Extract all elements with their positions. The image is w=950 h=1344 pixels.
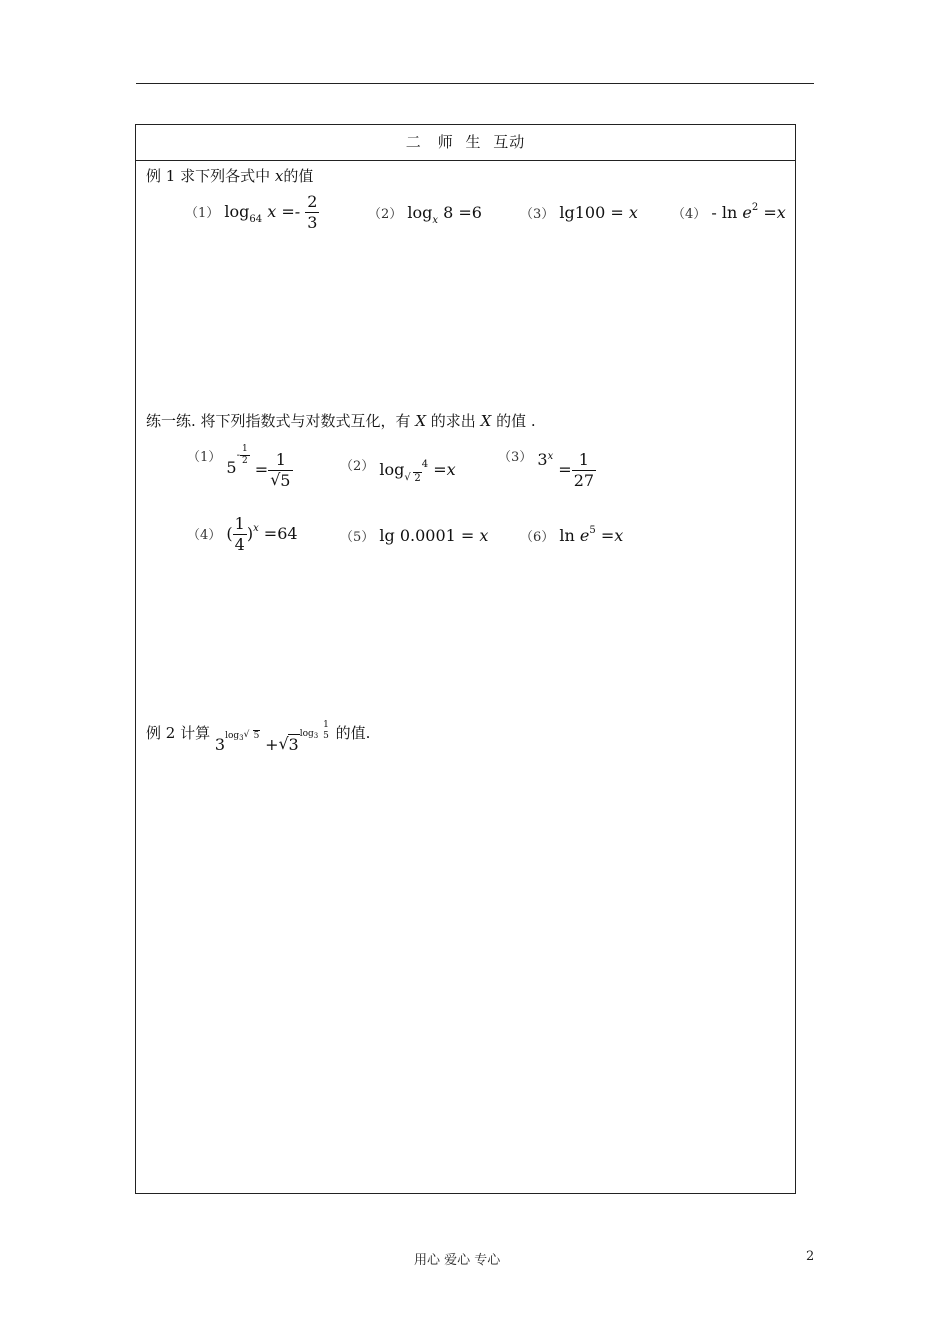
fraction-denominator: 4 — [234, 535, 245, 554]
example1-item-2 — [368, 203, 482, 226]
fraction-numerator: 2 — [307, 192, 318, 211]
log-text: log — [379, 460, 405, 479]
open-paren: ( — [226, 524, 233, 543]
footer-slogan: 用心 爱心 专心 — [414, 1253, 501, 1268]
practice-intro-var1: X — [415, 412, 427, 430]
item-label: （4） — [187, 528, 222, 543]
radicand: 2 — [414, 473, 421, 484]
euler-e: e — [579, 526, 590, 545]
variable: x — [776, 203, 786, 222]
example2 — [146, 720, 371, 754]
fraction-denominator: 5 — [323, 731, 329, 741]
section-title: 二 师 生 互动 — [405, 133, 526, 151]
variable: x — [628, 203, 638, 222]
item-label: （5） — [340, 530, 375, 545]
fraction-numerator: 1 — [241, 444, 248, 454]
equals: = — [254, 460, 269, 479]
example1-item-3 — [520, 203, 638, 222]
exponent: 5 — [589, 525, 596, 536]
exponent-log-base: 3 — [313, 732, 319, 740]
term1-exponent — [225, 731, 260, 741]
exponent-fraction — [321, 720, 331, 742]
example2-intro: 例 2 计算 — [146, 724, 211, 742]
sqrt — [404, 473, 421, 484]
fraction — [572, 450, 596, 491]
exponent — [237, 444, 250, 467]
practice-item-3 — [498, 450, 596, 491]
power-base: 3 — [537, 450, 548, 469]
right-hand-side: =64 — [263, 524, 298, 543]
plus: + — [265, 735, 279, 754]
radicand: 5 — [253, 731, 260, 741]
expression: 8 =6 — [443, 203, 482, 222]
example1-intro-var: x — [274, 167, 284, 185]
item-label: （4） — [672, 207, 707, 222]
practice-intro — [146, 410, 536, 431]
fraction-numerator: 1 — [268, 450, 293, 471]
exponent-log: log — [225, 731, 240, 741]
fraction-numerator: 1 — [572, 450, 596, 471]
practice-item-4 — [187, 514, 298, 555]
exponent: x — [253, 523, 259, 534]
fraction-numerator: 1 — [323, 720, 329, 730]
exponent-log: log — [299, 729, 314, 739]
expression: lg 0.0001 = — [379, 526, 475, 545]
practice-intro-text-a: 练一练. 将下列指数式与对数式互化，有 — [146, 412, 411, 430]
item-label: （2） — [340, 459, 375, 474]
variable: x — [446, 460, 456, 479]
exponent-sign: - — [236, 450, 240, 461]
fraction-denominator: 2 — [241, 456, 248, 466]
content-frame — [135, 124, 796, 1194]
log-base: x — [432, 215, 439, 226]
exponent: 2 — [751, 202, 759, 213]
exponent: x — [547, 451, 554, 462]
expression: x =- — [267, 202, 301, 221]
radicand: 3 — [288, 735, 299, 754]
exponent-log-base: 3 — [239, 734, 244, 742]
practice-item-6 — [520, 526, 623, 545]
ln-text: ln — [559, 526, 575, 545]
log-text: log — [407, 203, 433, 222]
practice-item-5 — [340, 526, 488, 545]
item-label: （2） — [368, 207, 403, 222]
power-base: 5 — [226, 458, 237, 477]
log-base — [404, 473, 421, 484]
euler-e: e — [742, 203, 752, 222]
equals: = — [558, 460, 572, 479]
log-text: log — [224, 202, 250, 221]
term2-exponent — [299, 720, 331, 741]
expression: lg100 = — [559, 203, 624, 222]
sqrt — [244, 731, 261, 741]
page-number: 2 — [806, 1249, 815, 1264]
term2-sqrt — [279, 735, 300, 754]
fraction-denominator — [268, 471, 293, 491]
example1-item-1 — [185, 192, 319, 233]
example1-intro-text-a: 例 1 求下列各式中 — [146, 167, 271, 185]
fraction-denominator: 3 — [307, 213, 318, 232]
fraction-numerator: 1 — [234, 514, 245, 533]
exponent: 4 — [421, 459, 429, 470]
header-rule — [136, 83, 814, 84]
example2-outro: 的值. — [335, 724, 371, 742]
variable: x — [479, 526, 489, 545]
term1-base: 3 — [214, 735, 226, 754]
item-label: （6） — [520, 530, 555, 545]
practice-intro-text-b: 的求出 — [430, 412, 476, 430]
radicand: 5 — [280, 471, 291, 490]
sqrt — [270, 471, 291, 491]
exponent-fraction — [240, 444, 250, 467]
practice-intro-var2: X — [480, 412, 492, 430]
item-label: （3） — [520, 207, 555, 222]
variable: x — [614, 526, 624, 545]
example1-intro-text-b: 的值 — [283, 167, 314, 185]
equals: = — [433, 460, 447, 479]
equals: = — [600, 526, 615, 545]
example1-intro — [146, 165, 313, 186]
practice-item-2 — [340, 459, 456, 484]
item-label: （3） — [498, 450, 533, 465]
item-label: （1） — [187, 450, 222, 465]
log-base: 64 — [249, 214, 263, 225]
header-divider — [136, 160, 795, 161]
item-label: （1） — [185, 206, 220, 221]
fraction — [305, 192, 319, 233]
close-paren: ) — [246, 524, 254, 543]
expression: - ln — [711, 203, 738, 222]
fraction — [233, 514, 247, 555]
fraction-denominator: 27 — [573, 471, 595, 490]
equals: = — [763, 203, 777, 222]
practice-intro-text-c: 的值 . — [496, 412, 536, 430]
example1-item-4 — [672, 203, 786, 222]
fraction — [268, 450, 293, 491]
practice-item-1 — [187, 444, 293, 491]
